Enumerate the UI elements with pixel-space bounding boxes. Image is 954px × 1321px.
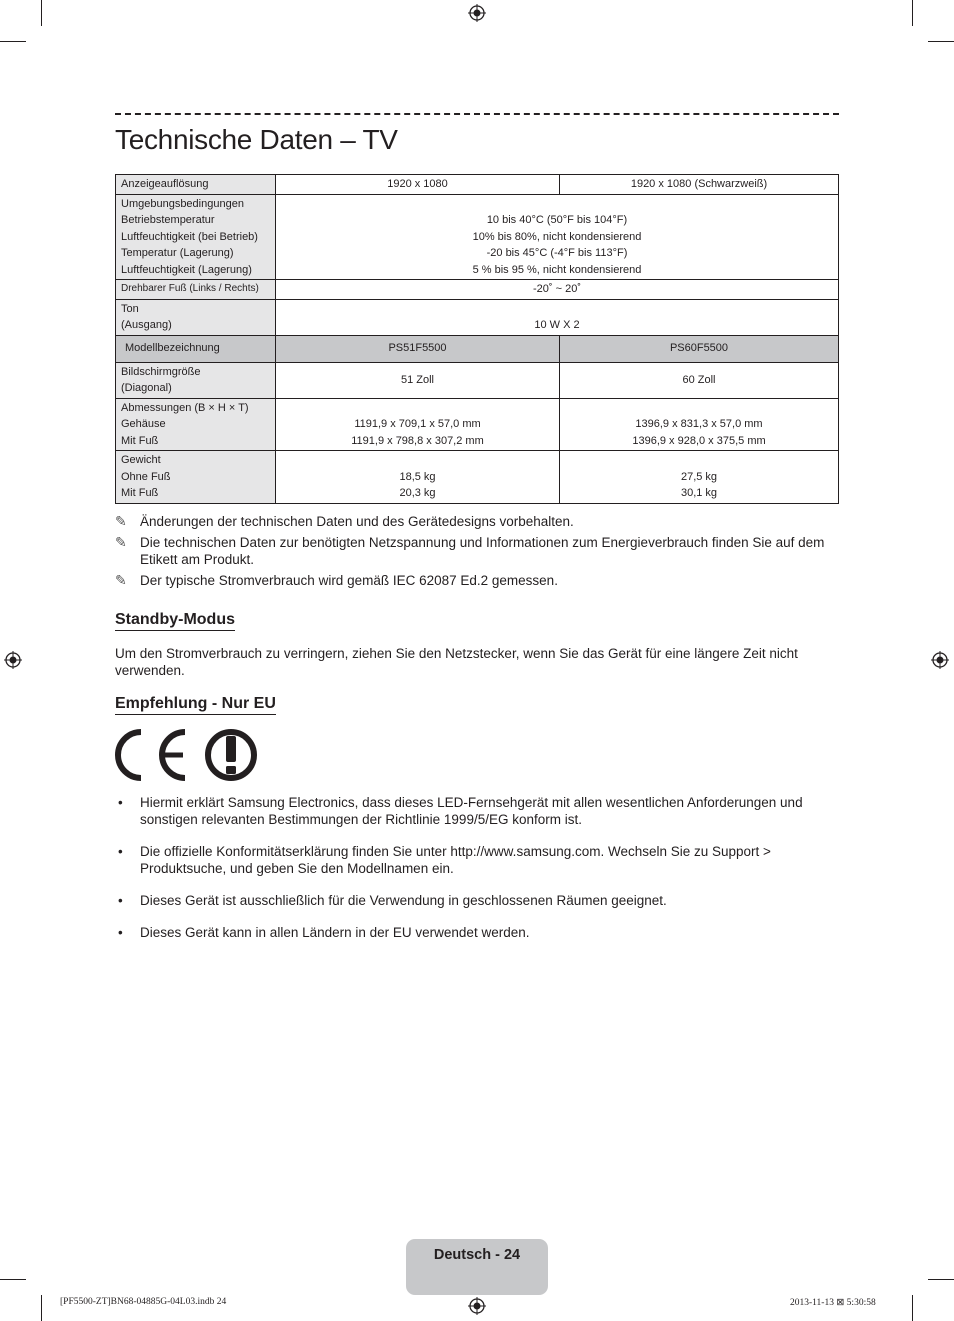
- label-line: Luftfeuchtigkeit (Lagerung): [121, 263, 252, 276]
- table-cell: [276, 451, 560, 504]
- table-cell: 51 Zoll: [276, 362, 560, 398]
- table-cell: [560, 398, 839, 451]
- note-text: Änderungen der technischen Daten und des Gerätedesigns vorbehalten.: [140, 514, 574, 529]
- ce-mark-icon: [118, 732, 185, 778]
- crop-mark: [928, 1279, 954, 1280]
- value-line: 1396,9 x 928,0 x 375,5 mm: [632, 434, 766, 447]
- bullet-icon: •: [118, 925, 123, 940]
- table-cell: [276, 398, 560, 451]
- pencil-icon: ✎: [115, 513, 127, 529]
- table-cell: PS51F5500: [276, 335, 560, 362]
- label-line: Mit Fuß: [121, 434, 159, 447]
- note-text: Der typische Stromverbrauch wird gemäß IEC 62087 Ed.2 gemessen.: [140, 573, 558, 588]
- title-divider: [115, 113, 839, 115]
- note-item: [115, 513, 839, 530]
- table-row: [116, 280, 839, 300]
- table-row: [116, 451, 839, 504]
- label-line: Bildschirmgröße: [121, 365, 201, 378]
- value-line: 27,5 kg: [680, 470, 718, 483]
- table-row: [116, 362, 839, 398]
- value-line: 10 bis 40°C (50°F bis 104°F): [486, 214, 628, 226]
- recommendation-heading: Empfehlung - Nur EU: [115, 695, 276, 715]
- notes-list: [115, 513, 839, 593]
- table-cell: [560, 451, 839, 504]
- value-line: 5 % bis 95 %, nicht kondensierend: [472, 263, 642, 276]
- table-cell: 1920 x 1080: [276, 175, 560, 195]
- crop-mark: [912, 0, 913, 26]
- row-label: Modellbezeichnung: [116, 335, 276, 362]
- ce-alert-logos: [115, 728, 265, 782]
- bullet-text: Dieses Gerät kann in allen Ländern in der EU verwendet werden.: [140, 925, 530, 940]
- table-row: [116, 398, 839, 451]
- value-line: 1191,9 x 798,8 x 307,2 mm: [351, 434, 484, 447]
- crop-mark: [928, 41, 954, 42]
- spec-table: [115, 174, 839, 504]
- registration-mark-icon: [468, 4, 486, 22]
- label-line: Luftfeuchtigkeit (bei Betrieb): [121, 230, 258, 243]
- table-cell: 60 Zoll: [560, 362, 839, 398]
- label-line: Gewicht: [121, 454, 161, 466]
- label-line: Temperatur (Lagerung): [121, 247, 234, 259]
- label-line: Gehäuse: [121, 418, 166, 430]
- value-line: 10% bis 80%, nicht kondensierend: [472, 230, 642, 243]
- bullet-icon: •: [118, 795, 123, 810]
- note-item: [115, 572, 839, 589]
- table-row: [116, 335, 839, 362]
- table-cell: 1920 x 1080 (Schwarzweiß): [560, 175, 839, 195]
- recommendation-bullets: [115, 794, 815, 956]
- list-item: [115, 892, 815, 909]
- table-cell: -20˚ ~ 20˚: [276, 280, 839, 300]
- list-item: [115, 794, 815, 828]
- table-row: [116, 194, 839, 280]
- registration-mark-icon: [468, 1297, 486, 1315]
- label-line: Abmessungen (B × H × T): [121, 401, 249, 414]
- row-label: [116, 451, 276, 504]
- note-item: [115, 534, 839, 568]
- label-line: (Ausgang): [121, 319, 172, 331]
- row-label: [116, 398, 276, 451]
- value-line: 1191,9 x 709,1 x 57,0 mm: [354, 418, 481, 430]
- crop-mark: [912, 1295, 913, 1321]
- page-number-tab: Deutsch - 24: [406, 1239, 548, 1295]
- footer-file-info: [PF5500-ZT]BN68-04885G-04L03.indb 24: [60, 1297, 227, 1307]
- label-line: Ohne Fuß: [121, 470, 171, 483]
- bullet-text: Hiermit erklärt Samsung Electronics, dass dieses LED-Fernsehgerät mit allen wesentlichen Anforderungen und sonstigen relevanten Bestimmungen der Richtlinie 1999/5/EG konform ist.: [140, 795, 803, 827]
- label-line: Betriebstemperatur: [121, 214, 215, 226]
- row-label: Anzeigeauflösung: [116, 175, 276, 195]
- bullet-text: Die offizielle Konformitätserklärung finden Sie unter http://www.samsung.com. Wechseln Sie zu Support > Produktsuche, und geben Sie den Modellnamen ein.: [140, 844, 771, 876]
- value-line: 18,5 kg: [399, 470, 436, 483]
- label-line: Umgebungsbedingungen: [121, 197, 244, 210]
- footer-timestamp: 2013-11-13 ⊠ 5:30:58: [790, 1298, 876, 1308]
- table-cell: [276, 194, 839, 280]
- registration-mark-icon: [931, 651, 949, 669]
- table-cell: PS60F5500: [560, 335, 839, 362]
- pencil-icon: ✎: [115, 534, 127, 550]
- bullet-text: Dieses Gerät ist ausschließlich für die Verwendung in geschlossenen Räumen geeignet.: [140, 893, 667, 908]
- row-label: [116, 362, 276, 398]
- page-title: Technische Daten – TV: [115, 124, 398, 155]
- crop-mark: [0, 41, 26, 42]
- value-line: 1396,9 x 831,3 x 57,0 mm: [635, 418, 763, 430]
- label-line: Ton: [121, 302, 139, 315]
- bullet-icon: •: [118, 844, 123, 859]
- value-line: -20 bis 45°C (-4°F bis 113°F): [486, 247, 628, 259]
- row-label: [116, 299, 276, 335]
- row-label: [116, 194, 276, 280]
- crop-mark: [41, 0, 42, 26]
- crop-mark: [0, 1279, 26, 1280]
- crop-mark: [41, 1295, 42, 1321]
- list-item: [115, 843, 815, 877]
- label-line: Mit Fuß: [121, 487, 159, 499]
- value-line: 30,1 kg: [680, 487, 718, 499]
- note-text: Die technischen Daten zur benötigten Netzspannung und Informationen zum Energieverbrauch finden Sie auf dem Etikett am Produkt.: [140, 535, 825, 567]
- table-row: [116, 299, 839, 335]
- list-item: [115, 924, 815, 941]
- label-line: (Diagonal): [121, 382, 172, 394]
- pencil-icon: ✎: [115, 572, 127, 588]
- alert-mark-icon: [208, 732, 254, 778]
- value-line: 20,3 kg: [399, 487, 436, 499]
- table-cell: 10 W X 2: [276, 299, 839, 335]
- table-row: [116, 175, 839, 195]
- registration-mark-icon: [4, 651, 22, 669]
- standby-text: Um den Stromverbrauch zu verringern, ziehen Sie den Netzstecker, wenn Sie das Gerät für eine längere Zeit nicht verwenden.: [115, 646, 798, 678]
- row-label: Drehbarer Fuß (Links / Rechts): [116, 280, 276, 300]
- bullet-icon: •: [118, 893, 123, 908]
- standby-heading: Standby-Modus: [115, 611, 235, 631]
